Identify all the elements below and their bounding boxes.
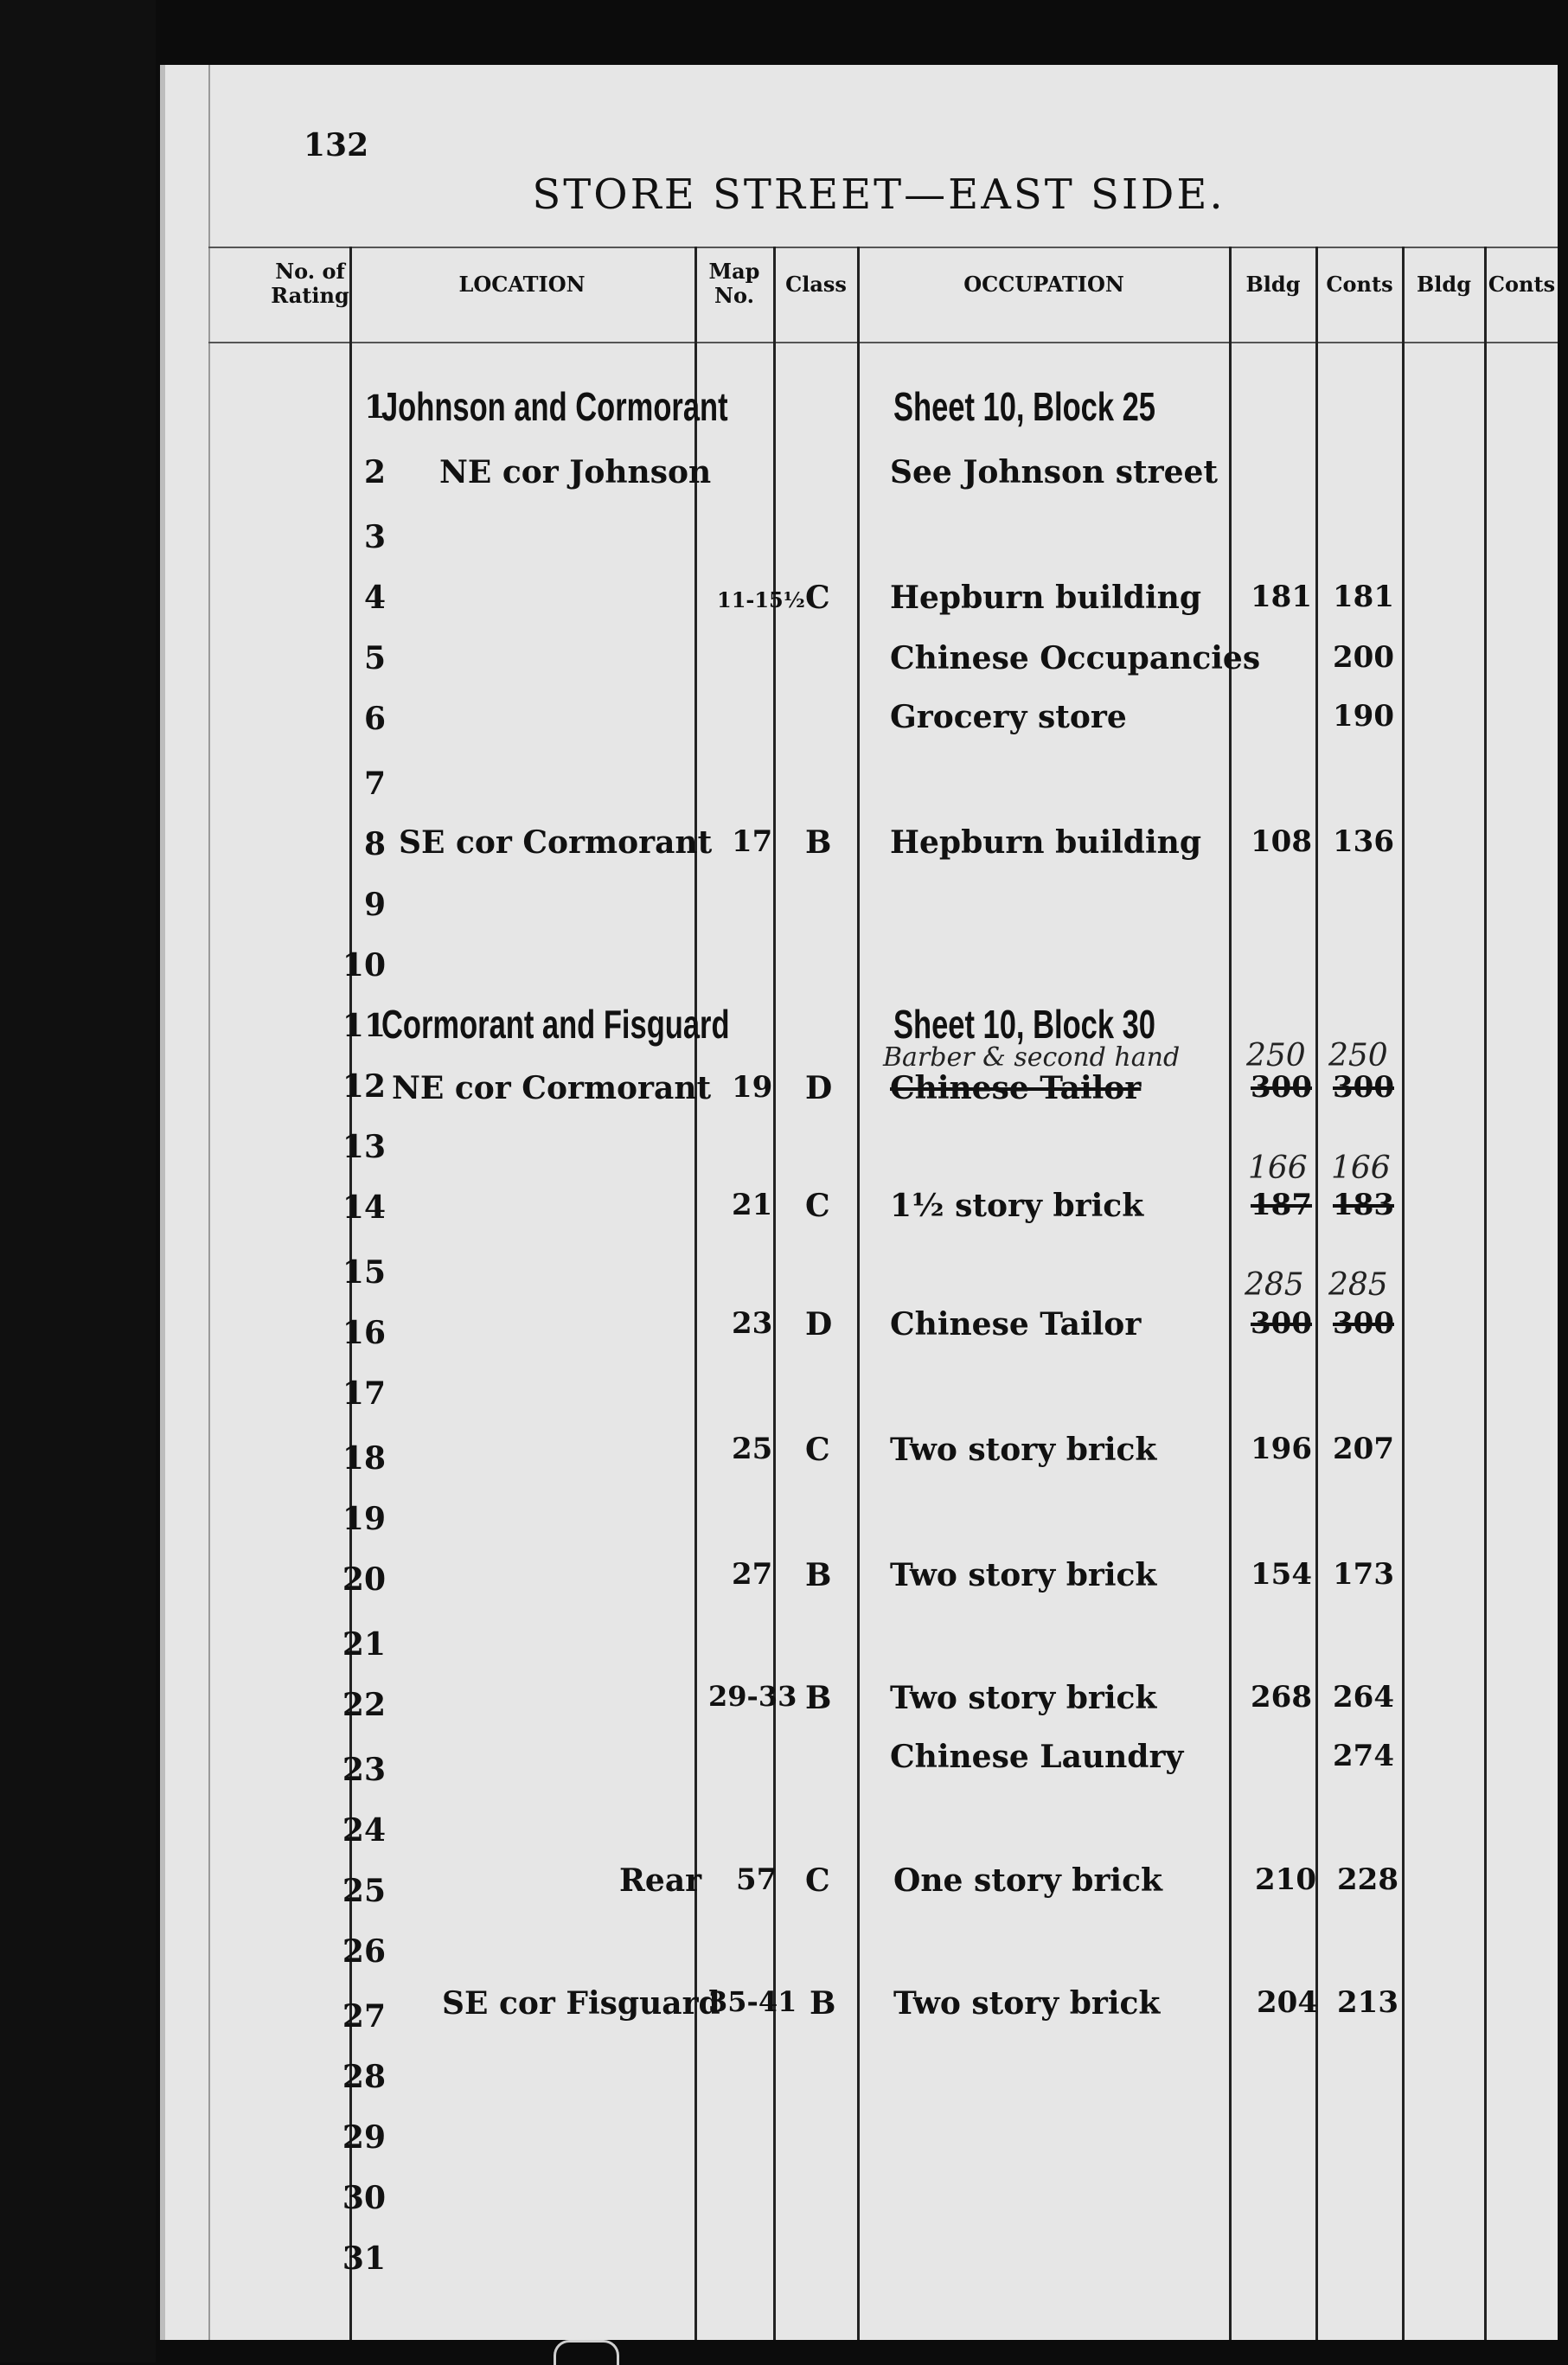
row-number: 1 <box>363 389 386 426</box>
column-divider-location <box>694 247 697 2340</box>
conts-cell-struck: 183 <box>1333 1188 1394 1222</box>
page-number: 132 <box>304 127 369 163</box>
bldg-cell: 181 <box>1251 580 1312 614</box>
class-cell: B <box>810 1985 836 2022</box>
class-cell: C <box>805 1862 830 1899</box>
map-cell: 21 <box>732 1188 773 1222</box>
bldg-cell-struck: 187 <box>1251 1188 1312 1222</box>
handwritten-conts: 166 <box>1331 1150 1391 1186</box>
map-cell: 25 <box>732 1432 773 1466</box>
occupation-cell: Chinese Laundry <box>890 1739 1184 1775</box>
header-location: LOCATION <box>458 272 586 297</box>
row-number: 26 <box>342 1933 386 1970</box>
row-number: 24 <box>342 1812 386 1849</box>
conts-cell: 173 <box>1333 1557 1394 1592</box>
map-cell: 27 <box>732 1557 773 1592</box>
occupation-cell: Hepburn building <box>890 824 1201 861</box>
row-number: 17 <box>342 1375 386 1412</box>
column-divider-class <box>857 247 860 2340</box>
conts-cell: 264 <box>1333 1680 1394 1714</box>
header-class: Class <box>785 272 847 297</box>
occupation-cell: 1½ story brick <box>890 1188 1144 1224</box>
row-number: 5 <box>363 640 386 676</box>
location-cell: SE cor Fisguard <box>442 1985 720 2022</box>
row-number: 25 <box>342 1873 386 1909</box>
conts-cell: 200 <box>1333 640 1394 675</box>
bldg-cell: 210 <box>1255 1862 1316 1897</box>
occupation-cell: See Johnson street <box>890 454 1219 490</box>
row-number: 27 <box>342 1998 386 2035</box>
header-conts: Conts <box>1326 272 1393 297</box>
map-cell: 17 <box>732 824 773 859</box>
header-bldg: Bldg <box>1245 272 1301 297</box>
row-number: 7 <box>363 766 386 802</box>
row-number: 20 <box>342 1561 386 1598</box>
occupation-cell: Hepburn building <box>890 580 1201 616</box>
class-cell: B <box>805 1680 832 1716</box>
bldg-cell: 108 <box>1251 824 1312 859</box>
row-number: 18 <box>342 1440 386 1477</box>
class-cell: D <box>805 1306 833 1343</box>
class-cell: D <box>805 1070 833 1106</box>
row-number: 9 <box>363 887 386 923</box>
row-number: 4 <box>363 580 386 616</box>
map-cell: 29-33 <box>708 1680 797 1713</box>
handwritten-bldg: 285 <box>1245 1267 1304 1303</box>
row-number: 15 <box>342 1254 386 1291</box>
bldg-cell: 268 <box>1251 1680 1312 1714</box>
location-cell: NE cor Cormorant <box>392 1070 712 1106</box>
header-conts-2: Conts <box>1488 272 1556 297</box>
conts-cell: 136 <box>1333 824 1394 859</box>
conts-cell-struck: 300 <box>1333 1306 1394 1341</box>
map-cell: 11-15½ <box>717 587 805 612</box>
header-rating: No. of Rating <box>271 259 349 308</box>
handwritten-conts: 250 <box>1328 1038 1388 1074</box>
conts-cell-struck: 300 <box>1333 1070 1394 1105</box>
paper-scrap <box>554 2340 619 2365</box>
row-number: 6 <box>363 701 386 737</box>
row-number: 23 <box>342 1752 386 1788</box>
row-number: 3 <box>363 519 386 555</box>
class-cell: C <box>805 1188 830 1224</box>
row-number: 30 <box>342 2180 386 2216</box>
occupation-cell: Chinese Occupancies <box>890 640 1261 676</box>
occupation-cell: Chinese Tailor <box>890 1306 1142 1343</box>
row-number: 31 <box>342 2240 386 2277</box>
section-heading-sheet: Sheet 10, Block 25 <box>893 384 1155 429</box>
class-cell: C <box>805 580 830 616</box>
conts-cell: 274 <box>1333 1739 1394 1773</box>
row-number: 21 <box>342 1626 386 1663</box>
occupation-cell: Two story brick <box>890 1432 1157 1468</box>
bldg-cell: 154 <box>1251 1557 1312 1592</box>
occupation-cell: Two story brick <box>893 1985 1161 2022</box>
row-number: 16 <box>342 1315 386 1351</box>
conts-cell: 190 <box>1333 699 1394 734</box>
section-heading-sheet: Sheet 10, Block 30 <box>893 1002 1155 1047</box>
class-cell: C <box>805 1432 830 1468</box>
row-number: 19 <box>342 1501 386 1537</box>
class-cell: B <box>805 824 832 861</box>
column-divider-conts <box>1402 247 1405 2340</box>
conts-cell: 181 <box>1333 580 1394 614</box>
column-divider-map <box>773 247 776 2340</box>
bldg-cell-struck: 300 <box>1251 1306 1312 1341</box>
ledger-page <box>160 65 1558 2340</box>
occupation-cell: Two story brick <box>890 1557 1157 1593</box>
occupation-cell: Two story brick <box>890 1680 1157 1716</box>
row-number: 11 <box>342 1008 386 1044</box>
bldg-cell-struck: 300 <box>1251 1070 1312 1105</box>
conts-cell: 228 <box>1337 1862 1398 1897</box>
row-number: 2 <box>363 454 386 490</box>
row-number: 22 <box>342 1687 386 1723</box>
map-cell: 19 <box>732 1070 773 1105</box>
header-map: Map No. <box>708 259 760 308</box>
location-cell: Rear <box>619 1862 702 1899</box>
section-heading-location: Cormorant and Fisguard <box>381 1002 730 1047</box>
conts-cell: 207 <box>1333 1432 1394 1466</box>
page-title: STORE STREET—EAST SIDE. <box>532 170 1226 219</box>
header-top-rule <box>208 247 1558 248</box>
bldg-cell: 196 <box>1251 1432 1312 1466</box>
row-number: 8 <box>363 826 386 862</box>
row-number: 10 <box>342 947 386 984</box>
handwritten-bldg: 166 <box>1248 1150 1308 1186</box>
section-heading-location: Johnson and Cormorant <box>381 384 728 429</box>
map-cell: 57 <box>736 1862 778 1897</box>
header-occupation: OCCUPATION <box>963 272 1124 297</box>
bldg-cell: 204 <box>1257 1985 1318 2020</box>
handwritten-bldg: 250 <box>1246 1038 1306 1074</box>
location-cell: NE cor Johnson <box>439 454 712 490</box>
handwritten-occupation: Barber & second hand <box>883 1042 1181 1073</box>
row-number: 29 <box>342 2119 386 2156</box>
location-cell: SE cor Cormorant <box>399 824 713 861</box>
scan-dark-edge <box>0 0 156 2362</box>
column-divider-occupation <box>1229 247 1232 2340</box>
row-number: 14 <box>342 1189 386 1226</box>
map-cell: 35-41 <box>708 1985 797 2018</box>
conts-cell: 213 <box>1337 1985 1398 2020</box>
occupation-cell-struck: Chinese Tailor <box>890 1070 1142 1106</box>
handwritten-conts: 285 <box>1328 1267 1388 1303</box>
header-bottom-rule <box>208 342 1558 343</box>
class-cell: B <box>805 1557 832 1593</box>
occupation-cell: One story brick <box>893 1862 1162 1899</box>
header-bldg-2: Bldg <box>1417 272 1471 297</box>
row-number: 12 <box>342 1068 386 1105</box>
column-divider-bldg <box>1315 247 1318 2340</box>
occupation-cell: Grocery store <box>890 699 1127 735</box>
column-divider-bldg2 <box>1484 247 1487 2340</box>
row-number: 13 <box>342 1129 386 1165</box>
map-cell: 23 <box>732 1306 773 1341</box>
row-number: 28 <box>342 2059 386 2095</box>
